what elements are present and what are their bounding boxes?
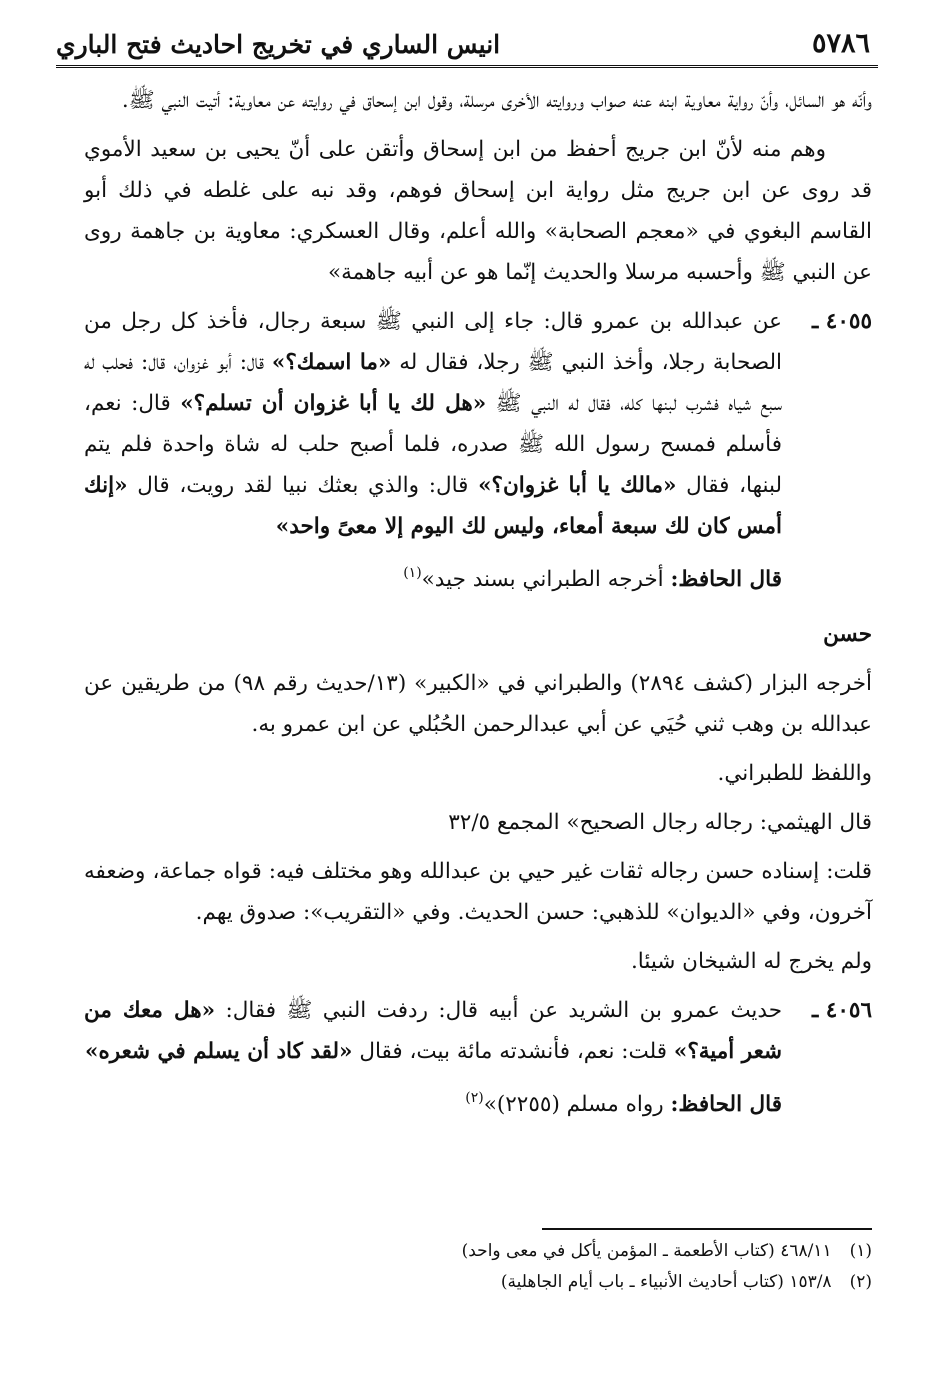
haythami-note: قال الهيثمي: رجاله رجال الصحيح» المجمع ٣٢/٥ bbox=[448, 810, 872, 835]
footnote bbox=[84, 1267, 872, 1298]
footnote bbox=[84, 1236, 872, 1267]
hadith-number: ٤٠٥٥ ـ bbox=[812, 309, 872, 334]
footnote-text: ٤٦٨/١١ (كتاب الأطعمة ـ المؤمن يأكل في معى واحد) bbox=[461, 1241, 832, 1261]
takhrij-paragraph: أخرجه البزار (كشف ٢٨٩٤) والطبراني في «الكبير» (١٣/حديث رقم ٩٨) من طريقين عن عبدالله بن وهب ثني حُيَي عن أبي عبدالرحمن الحُبُلي عن ابن عمرو به. bbox=[84, 671, 872, 737]
prophet-quote: «مالك يا أبا غزوان؟» bbox=[478, 473, 677, 498]
footnote-divider bbox=[542, 1228, 872, 1230]
hadith-4055 bbox=[84, 301, 872, 600]
hadith-number: ٤٠٥٦ ـ bbox=[812, 998, 872, 1023]
hafiz-label: قال الحافظ: bbox=[670, 1092, 782, 1117]
paragraph-continuation: وأنّه هو السائل، وأنّ رواية معاوية ابنه عنه صواب وروايته الأخرى مرسلة، وقول ابن إسحاق في روايته عن معاوية: أتيت النبي ﷺ. bbox=[121, 88, 872, 113]
hadith-text: عن عبدالله بن عمرو قال: جاء إلى النبي ﷺ سبعة رجال، فأخذ كل رجل من الصحابة رجلا، وأخذ النبي ﷺ رجلا، فقال له «ما اسمك؟» قال: أبو غزوان، قال: فحلب له سبع شياه فشرب لبنها كله، فقال له النبي ﷺ «هل لك يا أبا غزوان أن تسلم؟» قال: نعم، فأسلم فمسح رسول الله ﷺ صدره، فلما أصبح حلب له شاة واحدة فلم يتم لبنها، فقال «مالك يا أبا غزوان؟» قال: والذي بعثك نبيا لقد رويت، قال «إنك أمس كان لك سبعة أمعاء، وليس لك اليوم إلا معىً واحد» bbox=[84, 309, 783, 539]
prophet-quote: «لقد كاد أن يسلم في شعره» bbox=[85, 1039, 353, 1064]
prophet-quote: «ما اسمك؟» bbox=[271, 350, 392, 375]
prophet-quote: «هل لك يا أبا غزوان أن تسلم؟» bbox=[180, 391, 487, 416]
page-header bbox=[56, 28, 878, 68]
paragraph-quote: وهم منه لأنّ ابن جريج أحفظ من ابن إسحاق وأتقن على أنّ يحيى بن سعيد الأموي قد روى عن ابن جريج مثل رواية ابن إسحاق فوهم، وقد نبه على غلطه في ذلك أبو القاسم البغوي في «معجم الصحابة» والله أعلم، وقال العسكري: معاوية بن جاهمة روى عن النبي ﷺ وأحسبه مرسلا والحديث إنّما هو عن أبيه جاهمة» bbox=[84, 137, 872, 285]
footnote-ref: (٢) bbox=[465, 1090, 484, 1106]
shaykhan-note: ولم يخرج له الشيخان شيئا. bbox=[630, 949, 872, 974]
hafiz-note: قال الحافظ: رواه مسلم (٢٢٥٥)»$^{(٢)}$ bbox=[465, 1090, 782, 1117]
author-note: قلت: إسناده حسن رجاله ثقات غير حيي بن عبدالله وهو مختلف فيه: قواه جماعة، وضعفه آخرون، وفي «الديوان» للذهبي: حسن الحديث. وفي «التقريب»: صدوق يهم. bbox=[84, 859, 872, 925]
prophet-quote: «إنك أمس كان لك سبعة أمعاء، وليس لك اليوم إلا معىً واحد» bbox=[84, 473, 782, 539]
grade-heading: حسن bbox=[823, 622, 872, 647]
wording-note: واللفظ للطبراني. bbox=[717, 761, 872, 786]
footnote-ref: (١) bbox=[403, 565, 422, 581]
footnote-number: (٢) bbox=[849, 1272, 872, 1292]
hadith-text: حديث عمرو بن الشريد عن أبيه قال: ردفت النبي ﷺ فقال: «هل معك من شعر أمية؟» قلت: نعم، فأنشدته مائة بيت، فقال «لقد كاد أن يسلم في شعره» bbox=[84, 998, 782, 1064]
prophet-quote: «هل معك من شعر أمية؟» bbox=[84, 998, 782, 1064]
hafiz-note: قال الحافظ: أخرجه الطبراني بسند جيد»$^{(١)}$ bbox=[403, 565, 782, 592]
hafiz-label: قال الحافظ: bbox=[670, 567, 782, 592]
footnote-text: ١٥٣/٨ (كتاب أحاديث الأنبياء ـ باب أيام الجاهلية) bbox=[500, 1272, 832, 1292]
running-title: انيس الساري في تخريج احاديث فتح الباري bbox=[56, 30, 501, 59]
page-number: ٥٧٨٦ bbox=[811, 28, 870, 59]
footnote-number: (١) bbox=[849, 1241, 872, 1261]
footnotes bbox=[84, 1228, 872, 1298]
hadith-4056 bbox=[84, 990, 872, 1125]
